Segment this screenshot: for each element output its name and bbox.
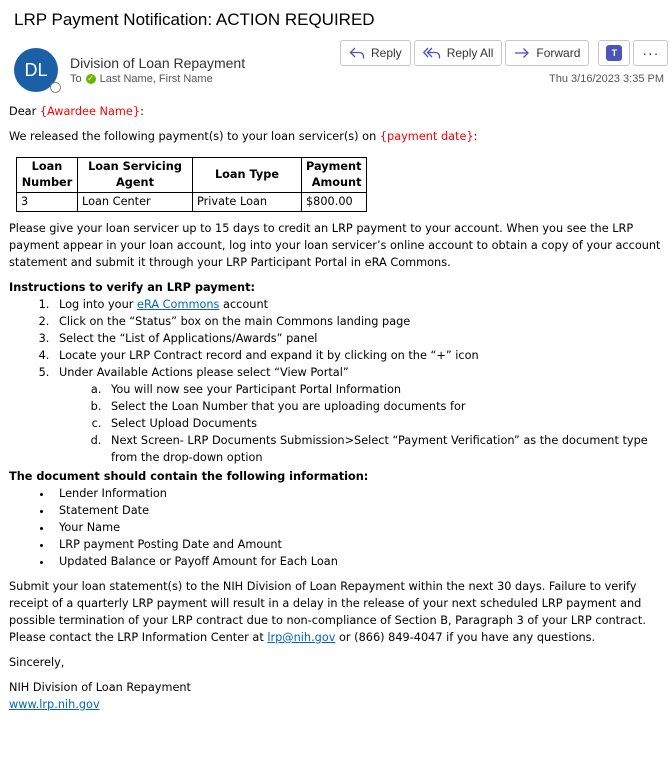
to-label: To [70,73,82,85]
credit-paragraph: Please give your loan servicer up to 15 days to credit an LRP payment to your account. When you see the LRP payment appear in your loan account, log into your loan servicer’s online account to obtain a copy of your account statement and submit it through your LRP Participant Portal in eRA Commons. [9,222,661,269]
header-loan-type: Loan Type [193,158,302,193]
lrp-email-link[interactable]: lrp@nih.gov [267,631,336,644]
table-row [17,193,367,212]
reply-all-icon [423,46,441,60]
list-item: • Statement Date [53,502,669,519]
signature: NIH Division of Loan Repayment [9,681,191,694]
sender-name[interactable]: Division of Loan Repayment [70,55,246,71]
check-icon: ✓ [87,74,94,83]
reply-label: Reply [371,46,402,60]
more-icon: ··· [642,45,660,61]
reply-button[interactable] [340,40,411,66]
cell-loan-type: Private Loan [193,193,302,212]
list-item: 1. Log into your eRA Commons account [53,296,669,313]
submission-paragraph: Submit your loan statement(s) to the NIH Division of Loan Repayment within the next 30 days. Failure to verify receipt of a quarterly LRP payment will result in a delay in the release of your next scheduled LRP payment and possible termination of your LRP contract due to non-compliance of Section B, Paragraph 3 of your LRP contract. [9,580,646,627]
instructions-list [9,296,669,466]
table-header-row [17,158,367,193]
header-loan-number: Loan Number [17,158,78,193]
recipient-line [70,73,213,85]
cell-payment-amount: $800.00 [302,193,367,212]
list-item: • Updated Balance or Payoff Amount for Each Loan [53,553,669,570]
list-item: 4. Locate your LRP Contract record and expand it by clicking on the “+” icon [53,347,669,364]
list-item: 3. Select the “List of Applications/Awards” panel [53,330,669,347]
more-actions-button[interactable] [633,40,668,66]
document-info-list [9,485,669,570]
payment-table [16,157,367,212]
list-item: • Your Name [53,519,669,536]
email-timestamp: Thu 3/16/2023 3:35 PM [549,73,664,85]
list-item: c. Select Upload Documents [105,415,669,432]
portal-sub-steps [59,381,669,466]
list-item: d. Next Screen- LRP Documents Submission>Select “Payment Verification” as the document type from the drop-down option [105,432,669,466]
forward-button[interactable] [505,40,589,66]
contact-line: Please contact the LRP Information Center at lrp@nih.gov or (866) 849-4047 if you have any questions. [9,631,596,644]
era-commons-link[interactable]: eRA Commons [137,298,220,311]
lrp-website-link[interactable]: www.lrp.nih.gov [9,698,100,711]
forward-label: Forward [536,46,581,60]
list-item: 2. Click on the “Status” box on the main Commons landing page [53,313,669,330]
cell-loan-number: 3 [17,193,78,212]
reply-icon [349,46,365,60]
awardee-name-placeholder: {Awardee Name} [39,105,141,118]
header-payment-amount: Payment Amount [302,158,367,193]
reply-all-button[interactable] [414,40,503,66]
document-heading: The document should contain the following information: [9,470,369,483]
avatar-initials: DL [24,59,48,80]
list-item: 5. Under Available Actions please select “View Portal” a. You will now see your Participant Portal Information b. Select the Loan Number that you are uploading documents for c. Select Upload Documents d. Next Screen- LRP Documents Submission>Select “Payment Verification” as the document type from the drop-down option [53,364,669,466]
instructions-heading: Instructions to verify an LRP payment: [9,281,256,294]
greeting: Dear {Awardee Name}: [9,105,144,118]
list-item: • Lender Information [53,485,669,502]
teams-share-button[interactable] [598,40,630,66]
teams-icon: T [606,45,622,61]
payment-date-placeholder: {payment date} [379,130,474,143]
message-toolbar [340,40,668,66]
list-item: b. Select the Loan Number that you are uploading documents for [105,398,669,415]
recipient-name[interactable]: Last Name, First Name [99,73,213,85]
header-loan-servicing-agent: Loan Servicing Agent [78,158,193,193]
email-body [9,103,669,713]
closing: Sincerely, [9,656,65,669]
intro-text: We released the following payment(s) to your loan servicer(s) on {payment date}: [9,130,478,143]
cell-loan-agent: Loan Center [78,193,193,212]
list-item: a. You will now see your Participant Portal Information [105,381,669,398]
email-subject: LRP Payment Notification: ACTION REQUIRED [14,10,375,29]
forward-icon [514,46,530,60]
presence-status-icon [50,82,61,93]
reply-all-label: Reply All [446,46,494,60]
list-item: • LRP payment Posting Date and Amount [53,536,669,553]
